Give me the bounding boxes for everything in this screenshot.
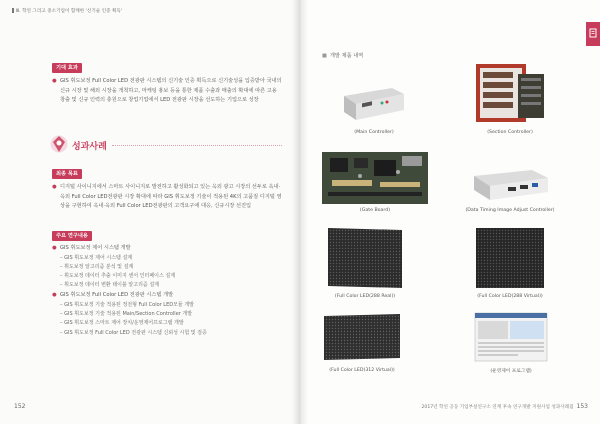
figure-control-program xyxy=(474,312,548,372)
research-item-title: ● GIS 휘도보정 Full Color LED 전광판 시스템 개발 xyxy=(52,291,282,301)
final-goal-tag: 최종 목표 xyxy=(52,169,82,179)
section-title: 성과사례 xyxy=(72,142,107,152)
page-footer xyxy=(421,403,588,410)
research-item-title: ● GIS 휘도보정 제어 시스템 개발 xyxy=(52,244,282,254)
chapter-tab-icon xyxy=(589,28,597,38)
led-288-real-image xyxy=(326,226,404,290)
figure-gate-board xyxy=(320,150,430,214)
section-controller-image xyxy=(474,60,546,126)
figures-heading: ■ 개발 제품 내역 xyxy=(322,53,364,59)
list-item: – 휘도보정 데이터 추출 이미지 센서 인터페이스 설계 xyxy=(60,273,176,279)
figure-main-controller xyxy=(340,76,408,135)
research-tag: 주요 연구내용 xyxy=(52,231,92,241)
figure-caption: (Section Controller) xyxy=(487,130,533,135)
figure-caption: (Data Timing Image Adjust Controller) xyxy=(465,208,555,213)
figure-led-288-virtual xyxy=(474,226,546,298)
section-header xyxy=(50,134,282,156)
figure-data-timing-controller xyxy=(465,160,555,214)
list-item: – GIS 휘도보정 제어 시스템 설계 xyxy=(60,254,133,261)
expected-effect-tag: 기대 효과 xyxy=(52,63,82,73)
figure-caption: (Full Color LED(288 Real)) xyxy=(334,294,396,299)
section-badge-icon xyxy=(50,134,68,154)
data-timing-controller-image xyxy=(468,160,552,206)
final-goal-text: ● 디지털 사이니지에서 스마트 사이니지로 발전하고 활성화되고 있는 옥외 광고 시장의 선두로 옥내·옥외 Full Color LED전광판 시장 확대에 따라 GIS 휘도보정 기술이 적용된 4K의 고품질 디지털 영상을 구현하여 옥내·옥외 Full Color LED전광판의 고객요구에 대응, 신규시장 선진입 xyxy=(52,184,282,210)
list-item: – GIS 휘도보정 Full Color LED 전광판 시스템 신뢰성 시험 및 검증 xyxy=(60,329,207,336)
research-block xyxy=(52,222,282,338)
figure-caption: (Full Color LED(288 Virtual)) xyxy=(477,294,543,299)
bullet-icon: ● xyxy=(52,184,57,190)
led-312-virtual-image xyxy=(322,312,402,362)
book-gutter xyxy=(292,0,308,424)
main-controller-image xyxy=(340,76,408,126)
research-item-subs xyxy=(52,254,282,291)
expected-effect-text: ● GIS 휘도보정 Full Color LED 전광판 시스템의 신기술 인증 획득으로 신기술성을 입증받아 국내의 신규 시장 및 해외 시장을 개척하고, 마케팅 홍보 등을 통한 제품 수출과 매출의 확대에 따른 고용 창출 및 신규 인력의 충원으로 창업기업에서 LED 전광판 시장을 선도하는 기업으로 성장 xyxy=(52,78,282,104)
list-item: – GIS 휘도보정 스마트 제어 장치/운영제어프로그램 개발 xyxy=(60,320,184,327)
gate-board-image xyxy=(320,150,430,206)
final-goal-block xyxy=(52,160,282,212)
figure-caption: (Gate Board) xyxy=(359,208,391,213)
led-288-virtual-image xyxy=(474,226,546,290)
figure-section-controller xyxy=(474,60,546,135)
figure-led-288-real xyxy=(326,226,404,298)
section-divider xyxy=(112,145,282,146)
list-item: – 휘도보정 알고리즘 분석 및 설계 xyxy=(60,263,134,270)
figure-caption: (Main Controller) xyxy=(354,130,394,135)
right-page xyxy=(300,0,600,424)
figure-led-312-virtual xyxy=(322,312,402,372)
figure-caption: (운영제어 프로그램) xyxy=(490,369,532,374)
control-program-screenshot xyxy=(474,312,548,362)
footer-text: 2017년 학연 공동 기업부설연구소 연계 후속 연구개발 지원사업 성과사례집 xyxy=(421,405,574,410)
list-item: – GIS 휘도보정 기술 적용된 Main/Section Controller 개발 xyxy=(60,311,193,318)
research-item-subs xyxy=(52,301,282,338)
expected-effect-block xyxy=(52,54,282,106)
list-item: – 휘도보정 데이터 변환 테이블 알고리즘 설계 xyxy=(60,282,159,289)
running-head: Ⅲ. 학연 그리고 중소기업이 함께한 '신기술 인증 획득' xyxy=(12,8,122,14)
chapter-tab xyxy=(586,22,600,46)
page-number-left: 152 xyxy=(14,403,26,410)
page-number-right: 153 xyxy=(576,403,588,410)
bullet-icon: ● xyxy=(52,245,57,251)
bullet-icon: ● xyxy=(52,292,57,299)
bullet-icon: ● xyxy=(52,78,57,84)
list-item: – GIS 휘도보정 기술 적용된 정전형 Full Color LED모듈 개발 xyxy=(60,302,195,308)
figure-caption: (Full Color LED(312 Virtual)) xyxy=(329,368,395,373)
